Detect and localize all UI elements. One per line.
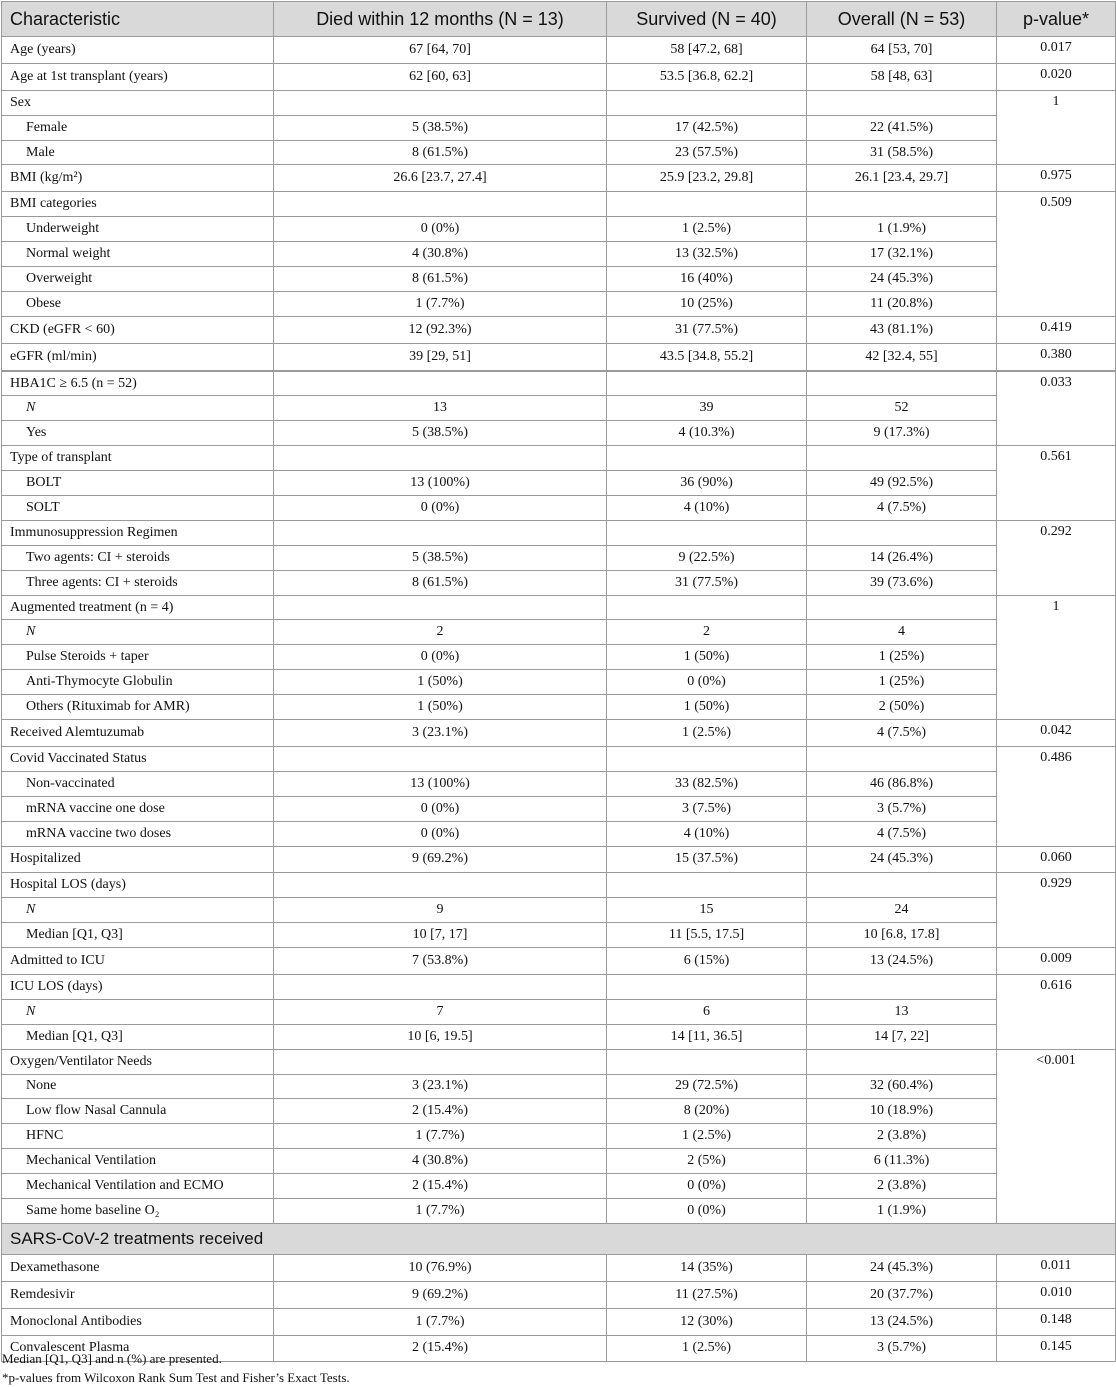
row-label: N: [2, 620, 274, 645]
cell-pvalue: 0.042: [997, 720, 1116, 747]
cell-died: 2 (15.4%): [274, 1099, 607, 1124]
cell-survived: 1 (2.5%): [607, 217, 807, 242]
cell-died: 2 (15.4%): [274, 1174, 607, 1199]
row-label: Median [Q1, Q3]: [2, 923, 274, 948]
row-label: Age at 1st transplant (years): [2, 63, 274, 90]
cell-pvalue: 0.486: [997, 746, 1116, 846]
table-row: [2, 165, 1116, 192]
cell-pvalue: 0.145: [997, 1335, 1116, 1362]
cell-survived: 4 (10%): [607, 496, 807, 521]
table-row: [2, 720, 1116, 747]
row-label: Sex: [2, 90, 274, 115]
cell-died: 9 (69.2%): [274, 1281, 607, 1308]
table-row: [2, 695, 1116, 720]
cell-overall: 2 (3.8%): [807, 1174, 997, 1199]
cell-survived: 4 (10.3%): [607, 421, 807, 446]
table-row: [2, 242, 1116, 267]
cell-overall: 14 [7, 22]: [807, 1024, 997, 1049]
table-row: [2, 267, 1116, 292]
cell-survived: 58 [47.2, 68]: [607, 37, 807, 64]
cell-survived: [607, 746, 807, 771]
cell-overall: [807, 746, 997, 771]
cell-overall: 46 (86.8%): [807, 771, 997, 796]
cell-pvalue: 0.380: [997, 343, 1116, 370]
cell-overall: 52: [807, 396, 997, 421]
cell-overall: 4 (7.5%): [807, 496, 997, 521]
cell-survived: [607, 873, 807, 898]
section-title: SARS-CoV-2 treatments received: [2, 1223, 1116, 1254]
cell-survived: 23 (57.5%): [607, 140, 807, 165]
cell-overall: 6 (11.3%): [807, 1149, 997, 1174]
header-characteristic: Characteristic: [2, 2, 274, 37]
cell-overall: [807, 520, 997, 545]
cell-overall: 22 (41.5%): [807, 115, 997, 140]
row-label: None: [2, 1074, 274, 1099]
table-row: [2, 316, 1116, 343]
cell-overall: 13 (24.5%): [807, 948, 997, 975]
table-row: [2, 873, 1116, 898]
table-row: [2, 670, 1116, 695]
row-label: Pulse Steroids + taper: [2, 645, 274, 670]
cell-overall: [807, 90, 997, 115]
cell-survived: 1 (2.5%): [607, 1124, 807, 1149]
cell-pvalue: 1: [997, 595, 1116, 719]
table-row: [2, 90, 1116, 115]
cell-died: [274, 192, 607, 217]
table-row: [2, 1124, 1116, 1149]
table-row: [2, 343, 1116, 370]
cell-died: [274, 974, 607, 999]
characteristics-table: [1, 1, 1116, 1362]
cell-overall: [807, 873, 997, 898]
row-label: Others (Rituximab for AMR): [2, 695, 274, 720]
table-row: [2, 821, 1116, 846]
row-label: CKD (eGFR < 60): [2, 316, 274, 343]
table-row: [2, 570, 1116, 595]
header-overall: Overall (N = 53): [807, 2, 997, 37]
cell-overall: 4: [807, 620, 997, 645]
cell-overall: 64 [53, 70]: [807, 37, 997, 64]
row-label: mRNA vaccine two doses: [2, 821, 274, 846]
cell-pvalue: 0.975: [997, 165, 1116, 192]
table-row: [2, 37, 1116, 64]
table-row: [2, 771, 1116, 796]
cell-pvalue: <0.001: [997, 1049, 1116, 1223]
cell-survived: 31 (77.5%): [607, 316, 807, 343]
cell-pvalue: 0.929: [997, 873, 1116, 948]
cell-died: [274, 371, 607, 396]
cell-survived: [607, 90, 807, 115]
table-row: [2, 620, 1116, 645]
cell-died: 8 (61.5%): [274, 140, 607, 165]
cell-survived: 6 (15%): [607, 948, 807, 975]
cell-survived: [607, 371, 807, 396]
table-row: [2, 1099, 1116, 1124]
table-row: [2, 1149, 1116, 1174]
row-label: Monoclonal Antibodies: [2, 1308, 274, 1335]
cell-overall: 24: [807, 898, 997, 923]
row-label: SOLT: [2, 496, 274, 521]
cell-died: 5 (38.5%): [274, 115, 607, 140]
cell-survived: 17 (42.5%): [607, 115, 807, 140]
row-label: Admitted to ICU: [2, 948, 274, 975]
table-row: [2, 974, 1116, 999]
row-label: N: [2, 999, 274, 1024]
cell-died: 7: [274, 999, 607, 1024]
cell-survived: 16 (40%): [607, 267, 807, 292]
cell-died: 1 (7.7%): [274, 1308, 607, 1335]
cell-pvalue: 0.017: [997, 37, 1116, 64]
table-row: [2, 999, 1116, 1024]
cell-overall: 31 (58.5%): [807, 140, 997, 165]
cell-survived: 36 (90%): [607, 471, 807, 496]
cell-died: 0 (0%): [274, 645, 607, 670]
cell-survived: 33 (82.5%): [607, 771, 807, 796]
cell-overall: 58 [48, 63]: [807, 63, 997, 90]
cell-overall: [807, 371, 997, 396]
cell-survived: 11 [5.5, 17.5]: [607, 923, 807, 948]
cell-survived: 29 (72.5%): [607, 1074, 807, 1099]
cell-survived: 13 (32.5%): [607, 242, 807, 267]
cell-survived: [607, 974, 807, 999]
cell-pvalue: 0.020: [997, 63, 1116, 90]
cell-died: 3 (23.1%): [274, 720, 607, 747]
cell-overall: 42 [32.4, 55]: [807, 343, 997, 370]
row-label: HFNC: [2, 1124, 274, 1149]
row-label: eGFR (ml/min): [2, 343, 274, 370]
cell-died: 1 (7.7%): [274, 1198, 607, 1223]
cell-died: [274, 595, 607, 620]
row-label: Covid Vaccinated Status: [2, 746, 274, 771]
cell-died: 2: [274, 620, 607, 645]
table-row: [2, 796, 1116, 821]
table-row: [2, 471, 1116, 496]
cell-died: 7 (53.8%): [274, 948, 607, 975]
cell-survived: 0 (0%): [607, 1174, 807, 1199]
cell-overall: 32 (60.4%): [807, 1074, 997, 1099]
row-label: Overweight: [2, 267, 274, 292]
table-row: [2, 1308, 1116, 1335]
table-row: [2, 140, 1116, 165]
row-label: Three agents: CI + steroids: [2, 570, 274, 595]
table-row: [2, 496, 1116, 521]
cell-died: 4 (30.8%): [274, 242, 607, 267]
cell-overall: [807, 974, 997, 999]
table-row: [2, 1198, 1116, 1223]
row-label: N: [2, 898, 274, 923]
row-label: Convalescent Plasma: [2, 1335, 274, 1362]
cell-died: 4 (30.8%): [274, 1149, 607, 1174]
cell-overall: 2 (50%): [807, 695, 997, 720]
cell-pvalue: 0.010: [997, 1281, 1116, 1308]
cell-survived: [607, 1049, 807, 1074]
cell-died: [274, 520, 607, 545]
row-label: Mechanical Ventilation and ECMO: [2, 1174, 274, 1199]
cell-overall: [807, 446, 997, 471]
cell-survived: 9 (22.5%): [607, 545, 807, 570]
table-body: [2, 37, 1116, 1362]
cell-died: 0 (0%): [274, 496, 607, 521]
cell-survived: 1 (50%): [607, 695, 807, 720]
row-label: Obese: [2, 291, 274, 316]
cell-overall: 3 (5.7%): [807, 796, 997, 821]
cell-died: 1 (50%): [274, 695, 607, 720]
cell-survived: 1 (2.5%): [607, 720, 807, 747]
cell-survived: 0 (0%): [607, 670, 807, 695]
row-label: N: [2, 396, 274, 421]
header-survived: Survived (N = 40): [607, 2, 807, 37]
cell-survived: [607, 520, 807, 545]
cell-overall: 24 (45.3%): [807, 846, 997, 873]
cell-died: 13 (100%): [274, 471, 607, 496]
table-row: [2, 520, 1116, 545]
cell-overall: [807, 192, 997, 217]
cell-survived: [607, 446, 807, 471]
row-label: HBA1C ≥ 6.5 (n = 52): [2, 371, 274, 396]
table-row: [2, 948, 1116, 975]
cell-survived: 25.9 [23.2, 29.8]: [607, 165, 807, 192]
cell-pvalue: 0.148: [997, 1308, 1116, 1335]
table-row: [2, 1174, 1116, 1199]
row-label: BMI categories: [2, 192, 274, 217]
row-label: Yes: [2, 421, 274, 446]
header-died: Died within 12 months (N = 13): [274, 2, 607, 37]
table-row: [2, 115, 1116, 140]
table-row: [2, 192, 1116, 217]
cell-overall: 39 (73.6%): [807, 570, 997, 595]
row-label: Type of transplant: [2, 446, 274, 471]
cell-overall: 26.1 [23.4, 29.7]: [807, 165, 997, 192]
table-row: [2, 217, 1116, 242]
table-row: [2, 746, 1116, 771]
table-row: [2, 898, 1116, 923]
cell-survived: [607, 595, 807, 620]
cell-overall: 1 (1.9%): [807, 217, 997, 242]
cell-died: 12 (92.3%): [274, 316, 607, 343]
cell-survived: 14 [11, 36.5]: [607, 1024, 807, 1049]
cell-survived: 3 (7.5%): [607, 796, 807, 821]
cell-overall: 10 (18.9%): [807, 1099, 997, 1124]
row-label: Oxygen/Ventilator Needs: [2, 1049, 274, 1074]
row-label: Dexamethasone: [2, 1254, 274, 1281]
row-label: Same home baseline O₂: [2, 1198, 274, 1223]
cell-overall: 1 (25%): [807, 645, 997, 670]
cell-overall: [807, 595, 997, 620]
cell-overall: 24 (45.3%): [807, 267, 997, 292]
cell-pvalue: 1: [997, 90, 1116, 165]
cell-pvalue: 0.561: [997, 446, 1116, 521]
cell-overall: 2 (3.8%): [807, 1124, 997, 1149]
row-label: Anti-Thymocyte Globulin: [2, 670, 274, 695]
cell-survived: 11 (27.5%): [607, 1281, 807, 1308]
cell-died: [274, 90, 607, 115]
cell-survived: 8 (20%): [607, 1099, 807, 1124]
table-row: [2, 371, 1116, 396]
table-row: [2, 595, 1116, 620]
row-label: Mechanical Ventilation: [2, 1149, 274, 1174]
footnote-presented: Median [Q1, Q3] and n (%) are presented.: [2, 1351, 222, 1366]
cell-pvalue: 0.292: [997, 520, 1116, 595]
cell-died: 9 (69.2%): [274, 846, 607, 873]
cell-survived: [607, 192, 807, 217]
cell-died: 10 [6, 19.5]: [274, 1024, 607, 1049]
row-label: Normal weight: [2, 242, 274, 267]
cell-died: 0 (0%): [274, 821, 607, 846]
cell-survived: 10 (25%): [607, 291, 807, 316]
row-label: Non-vaccinated: [2, 771, 274, 796]
table-row: [2, 63, 1116, 90]
table-header-row: [2, 2, 1116, 37]
cell-survived: 6: [607, 999, 807, 1024]
cell-died: 0 (0%): [274, 796, 607, 821]
cell-died: 10 [7, 17]: [274, 923, 607, 948]
table-row: [2, 291, 1116, 316]
row-label: Two agents: CI + steroids: [2, 545, 274, 570]
cell-overall: 9 (17.3%): [807, 421, 997, 446]
cell-overall: 20 (37.7%): [807, 1281, 997, 1308]
row-label: Received Alemtuzumab: [2, 720, 274, 747]
cell-overall: 24 (45.3%): [807, 1254, 997, 1281]
cell-survived: 0 (0%): [607, 1198, 807, 1223]
cell-died: 10 (76.9%): [274, 1254, 607, 1281]
cell-died: 26.6 [23.7, 27.4]: [274, 165, 607, 192]
row-label: Male: [2, 140, 274, 165]
table-row: [2, 923, 1116, 948]
cell-survived: 15 (37.5%): [607, 846, 807, 873]
cell-died: 8 (61.5%): [274, 570, 607, 595]
footnote-pvalues: *p-values from Wilcoxon Rank Sum Test and Fisher’s Exact Tests.: [2, 1370, 350, 1385]
cell-pvalue: 0.009: [997, 948, 1116, 975]
cell-died: 9: [274, 898, 607, 923]
cell-died: 5 (38.5%): [274, 421, 607, 446]
cell-pvalue: 0.060: [997, 846, 1116, 873]
row-label: Female: [2, 115, 274, 140]
row-label: BMI (kg/m²): [2, 165, 274, 192]
row-label: ICU LOS (days): [2, 974, 274, 999]
row-label: Underweight: [2, 217, 274, 242]
table-row: [2, 545, 1116, 570]
table-row: [2, 446, 1116, 471]
table-row: [2, 1254, 1116, 1281]
table-row: [2, 1074, 1116, 1099]
cell-died: 39 [29, 51]: [274, 343, 607, 370]
cell-overall: 11 (20.8%): [807, 291, 997, 316]
cell-died: [274, 873, 607, 898]
cell-overall: 4 (7.5%): [807, 821, 997, 846]
cell-died: [274, 746, 607, 771]
cell-survived: 39: [607, 396, 807, 421]
cell-died: 0 (0%): [274, 217, 607, 242]
table-row: [2, 645, 1116, 670]
cell-overall: 1 (1.9%): [807, 1198, 997, 1223]
table-row: [2, 421, 1116, 446]
cell-overall: 10 [6.8, 17.8]: [807, 923, 997, 948]
cell-overall: 1 (25%): [807, 670, 997, 695]
table-row: [2, 846, 1116, 873]
cell-overall: [807, 1049, 997, 1074]
table-row: [2, 1281, 1116, 1308]
cell-died: 2 (15.4%): [274, 1335, 607, 1362]
table-row: [2, 1049, 1116, 1074]
cell-survived: 14 (35%): [607, 1254, 807, 1281]
cell-survived: 43.5 [34.8, 55.2]: [607, 343, 807, 370]
cell-overall: 43 (81.1%): [807, 316, 997, 343]
cell-died: 13: [274, 396, 607, 421]
cell-survived: 2 (5%): [607, 1149, 807, 1174]
cell-died: [274, 1049, 607, 1074]
cell-survived: 4 (10%): [607, 821, 807, 846]
row-label: Low flow Nasal Cannula: [2, 1099, 274, 1124]
cell-overall: 17 (32.1%): [807, 242, 997, 267]
cell-pvalue: 0.033: [997, 371, 1116, 446]
cell-died: 3 (23.1%): [274, 1074, 607, 1099]
cell-overall: 4 (7.5%): [807, 720, 997, 747]
cell-overall: 13 (24.5%): [807, 1308, 997, 1335]
cell-survived: 2: [607, 620, 807, 645]
cell-died: 8 (61.5%): [274, 267, 607, 292]
row-label: Median [Q1, Q3]: [2, 1024, 274, 1049]
row-label: Immunosuppression Regimen: [2, 520, 274, 545]
cell-survived: 15: [607, 898, 807, 923]
cell-died: 62 [60, 63]: [274, 63, 607, 90]
cell-overall: 14 (26.4%): [807, 545, 997, 570]
row-label: BOLT: [2, 471, 274, 496]
section-header-row: [2, 1223, 1116, 1254]
cell-died: 67 [64, 70]: [274, 37, 607, 64]
table-row: [2, 1024, 1116, 1049]
cell-pvalue: 0.509: [997, 192, 1116, 316]
cell-pvalue: 0.419: [997, 316, 1116, 343]
cell-died: 5 (38.5%): [274, 545, 607, 570]
cell-survived: 31 (77.5%): [607, 570, 807, 595]
cell-survived: 53.5 [36.8, 62.2]: [607, 63, 807, 90]
cell-died: 1 (7.7%): [274, 291, 607, 316]
row-label: Hospitalized: [2, 846, 274, 873]
cell-overall: 3 (5.7%): [807, 1335, 997, 1362]
table-row: [2, 396, 1116, 421]
cell-died: 1 (50%): [274, 670, 607, 695]
header-pvalue: p-value*: [997, 2, 1116, 37]
cell-survived: 12 (30%): [607, 1308, 807, 1335]
cell-died: [274, 446, 607, 471]
row-label: Augmented treatment (n = 4): [2, 595, 274, 620]
cell-overall: 13: [807, 999, 997, 1024]
cell-pvalue: 0.616: [997, 974, 1116, 1049]
cell-pvalue: 0.011: [997, 1254, 1116, 1281]
row-label: Remdesivir: [2, 1281, 274, 1308]
cell-survived: 1 (50%): [607, 645, 807, 670]
cell-survived: 1 (2.5%): [607, 1335, 807, 1362]
cell-died: 13 (100%): [274, 771, 607, 796]
row-label: Age (years): [2, 37, 274, 64]
cell-overall: 49 (92.5%): [807, 471, 997, 496]
row-label: mRNA vaccine one dose: [2, 796, 274, 821]
cell-died: 1 (7.7%): [274, 1124, 607, 1149]
row-label: Hospital LOS (days): [2, 873, 274, 898]
